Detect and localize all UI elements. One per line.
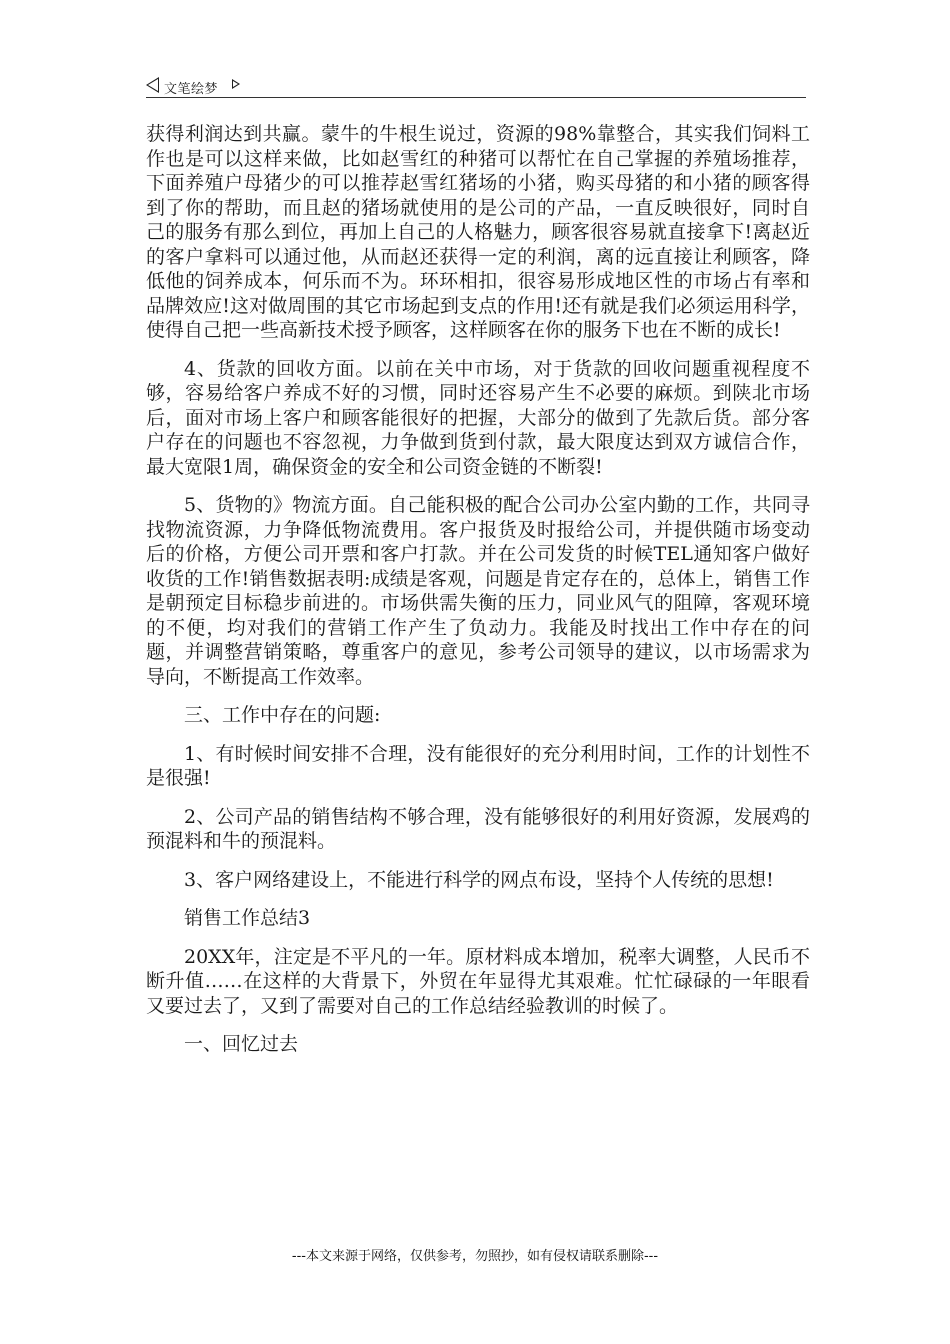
paragraph: 获得利润达到共赢。蒙牛的牛根生说过，资源的98%靠整合，其实我们饲料工作也是可以这样来做，比如赵雪红的种猪可以帮忙在自己掌握的养殖场推荐，下面养殖户母猪少的可以推荐赵雪红猪场的小猪，购买母猪的和小猪的顾客得到了你的帮助，而且赵的猪场就使用的是公司的产品，一直反映很好，同时自己的服务有那么到位，再加上自己的人格魅力，顾客很容易就直接拿下!离赵近的客户拿料可以通过他，从而赵还获得一定的利润，离的远直接让利顾客，降低他的饲养成本，何乐而不为。环环相扣，很容易形成地区性的市场占有率和品牌效应!这对做周围的其它市场起到支点的作用!还有就是我们必须运用科学，使得自己把一些高新技术授予顾客，这样顾客在你的服务下也在不断的成长! (146, 123, 810, 341)
paragraph: 4、货款的回收方面。以前在关中市场，对于货款的回收问题重视程度不够，容易给客户养成不好的习惯，同时还容易产生不必要的麻烦。到陕北市场后，面对市场上客户和顾客能很好的把握，大部分的做到了先款后货。部分客户存在的问题也不容忽视，力争做到货到付款，最大限度达到双方诚信合作，最大宽限1周，确保资金的安全和公司资金链的不断裂! (146, 357, 810, 478)
document-body (146, 122, 810, 1071)
page-header (146, 74, 806, 98)
page-footer: ---本文来源于网络，仅供参考，勿照抄，如有侵权请联系删除--- (291, 1249, 659, 1264)
paragraph: 3、客户网络建设上，不能进行科学的网点布设，坚持个人传统的思想! (184, 868, 774, 891)
header-brand: 文笔绘梦 (164, 82, 219, 97)
triangle-right-icon (232, 79, 240, 89)
section-title: 销售工作总结3 (184, 907, 311, 929)
section-heading: 三、工作中存在的问题: (184, 704, 381, 726)
paragraph: 2、公司产品的销售结构不够合理，没有能够很好的利用好资源，发展鸡的预混料和牛的预混料。 (146, 805, 810, 852)
header-divider (146, 97, 806, 98)
paragraph: 5、货物的》物流方面。自己能积极的配合公司办公室内勤的工作，共同寻找物流资源，力争降低物流费用。客户报货及时报给公司，并提供随市场变动后的价格，方便公司开票和客户打款。并在公司发货的时候TEL通知客户做好收货的工作!销售数据表明:成绩是客观，问题是肯定存在的，总体上，销售工作是朝预定目标稳步前进的。市场供需失衡的压力，同业风气的阻障，客观环境的不便，均对我们的营销工作产生了负动力。我能及时找出工作中存在的问题，并调整营销策略，尊重客户的意见，参考公司领导的建议，以市场需求为导向，不断提高工作效率。 (146, 494, 810, 688)
paragraph: 1、有时候时间安排不合理，没有能很好的充分利用时间，工作的计划性不是很强! (146, 742, 810, 789)
triangle-left-icon (146, 77, 159, 93)
section-heading: 一、回忆过去 (184, 1033, 299, 1055)
paragraph: 20XX年，注定是不平凡的一年。原材料成本增加，税率大调整，人民币不断升值……在这样的大背景下，外贸在年显得尤其艰难。忙忙碌碌的一年眼看又要过去了，又到了需要对自己的工作总结经验教训的时候了。 (146, 945, 810, 1017)
